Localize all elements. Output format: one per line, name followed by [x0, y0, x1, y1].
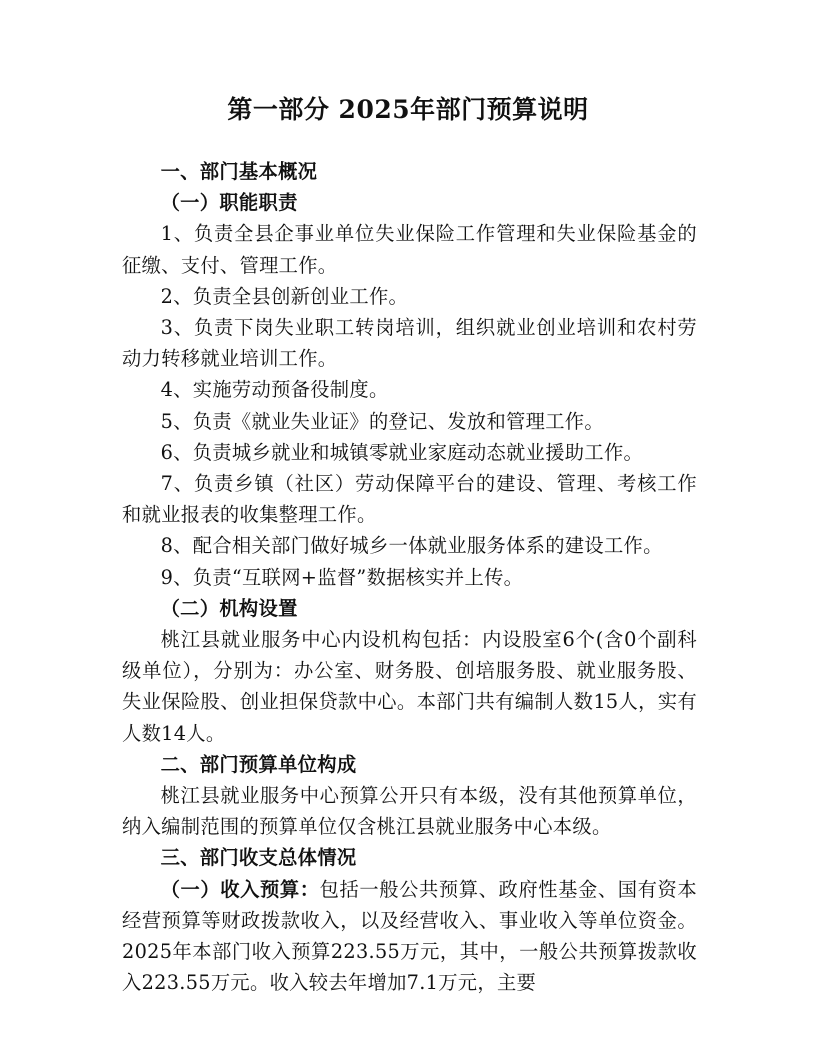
revenue-budget-paragraph	[122, 874, 697, 999]
subsection-heading-organization: （二）机构设置	[160, 596, 298, 620]
duty-item: 5、负责《就业失业证》的登记、发放和管理工作。	[160, 409, 604, 433]
duty-item: 3、负责下岗失业职工转岗培训，组织就业创业培训和农村劳动力转移就业培训工作。	[122, 316, 697, 371]
duty-item: 4、实施劳动预备役制度。	[160, 378, 389, 402]
page-title: 第一部分 2025年部门预算说明	[227, 95, 589, 124]
section-heading-basic-overview: 一、部门基本概况	[160, 160, 318, 183]
budget-units-paragraph: 桃江县就业服务中心预算公开只有本级，没有其他预算单位，纳入编制范围的预算单位仅含桃江县就业服务中心本级。	[122, 784, 697, 839]
duty-item: 2、负责全县创新创业工作。	[160, 284, 409, 308]
revenue-budget-lead: （一）收入预算：	[160, 877, 320, 901]
subsection-heading-duties: （一）职能职责	[160, 191, 298, 215]
duty-item: 6、负责城乡就业和城镇零就业家庭动态就业援助工作。	[160, 440, 644, 464]
document-body	[122, 156, 697, 998]
revenue-budget-text: 包括一般公共预算、政府性基金、国有资本经营预算等财政拨款收入，以及经营收入、事业收入等单位资金。2025年本部门收入预算223.55万元，其中，一般公共预算拨款收入223.55万元。收入较去年增加7.1万元，主要	[122, 877, 697, 995]
duty-item: 9、负责“互联网+监督”数据核实并上传。	[160, 565, 524, 589]
organization-paragraph: 桃江县就业服务中心内设机构包括：内设股室6个(含0个副科级单位），分别为：办公室、财务股、创培服务股、就业服务股、失业保险股、创业担保贷款中心。本部门共有编制人数15人，实有人数14人。	[122, 628, 697, 745]
section-heading-budget-units: 二、部门预算单位构成	[160, 752, 357, 776]
duty-item: 1、负责全县企事业单位失业保险工作管理和失业保险基金的征缴、支付、管理工作。	[122, 222, 697, 277]
duty-item: 8、配合相关部门做好城乡一体就业服务体系的建设工作。	[160, 534, 663, 558]
duty-item: 7、负责乡镇（社区）劳动保障平台的建设、管理、考核工作和就业报表的收集整理工作。	[122, 472, 697, 527]
section-heading-revenue-expenditure: 三、部门收支总体情况	[160, 846, 357, 870]
